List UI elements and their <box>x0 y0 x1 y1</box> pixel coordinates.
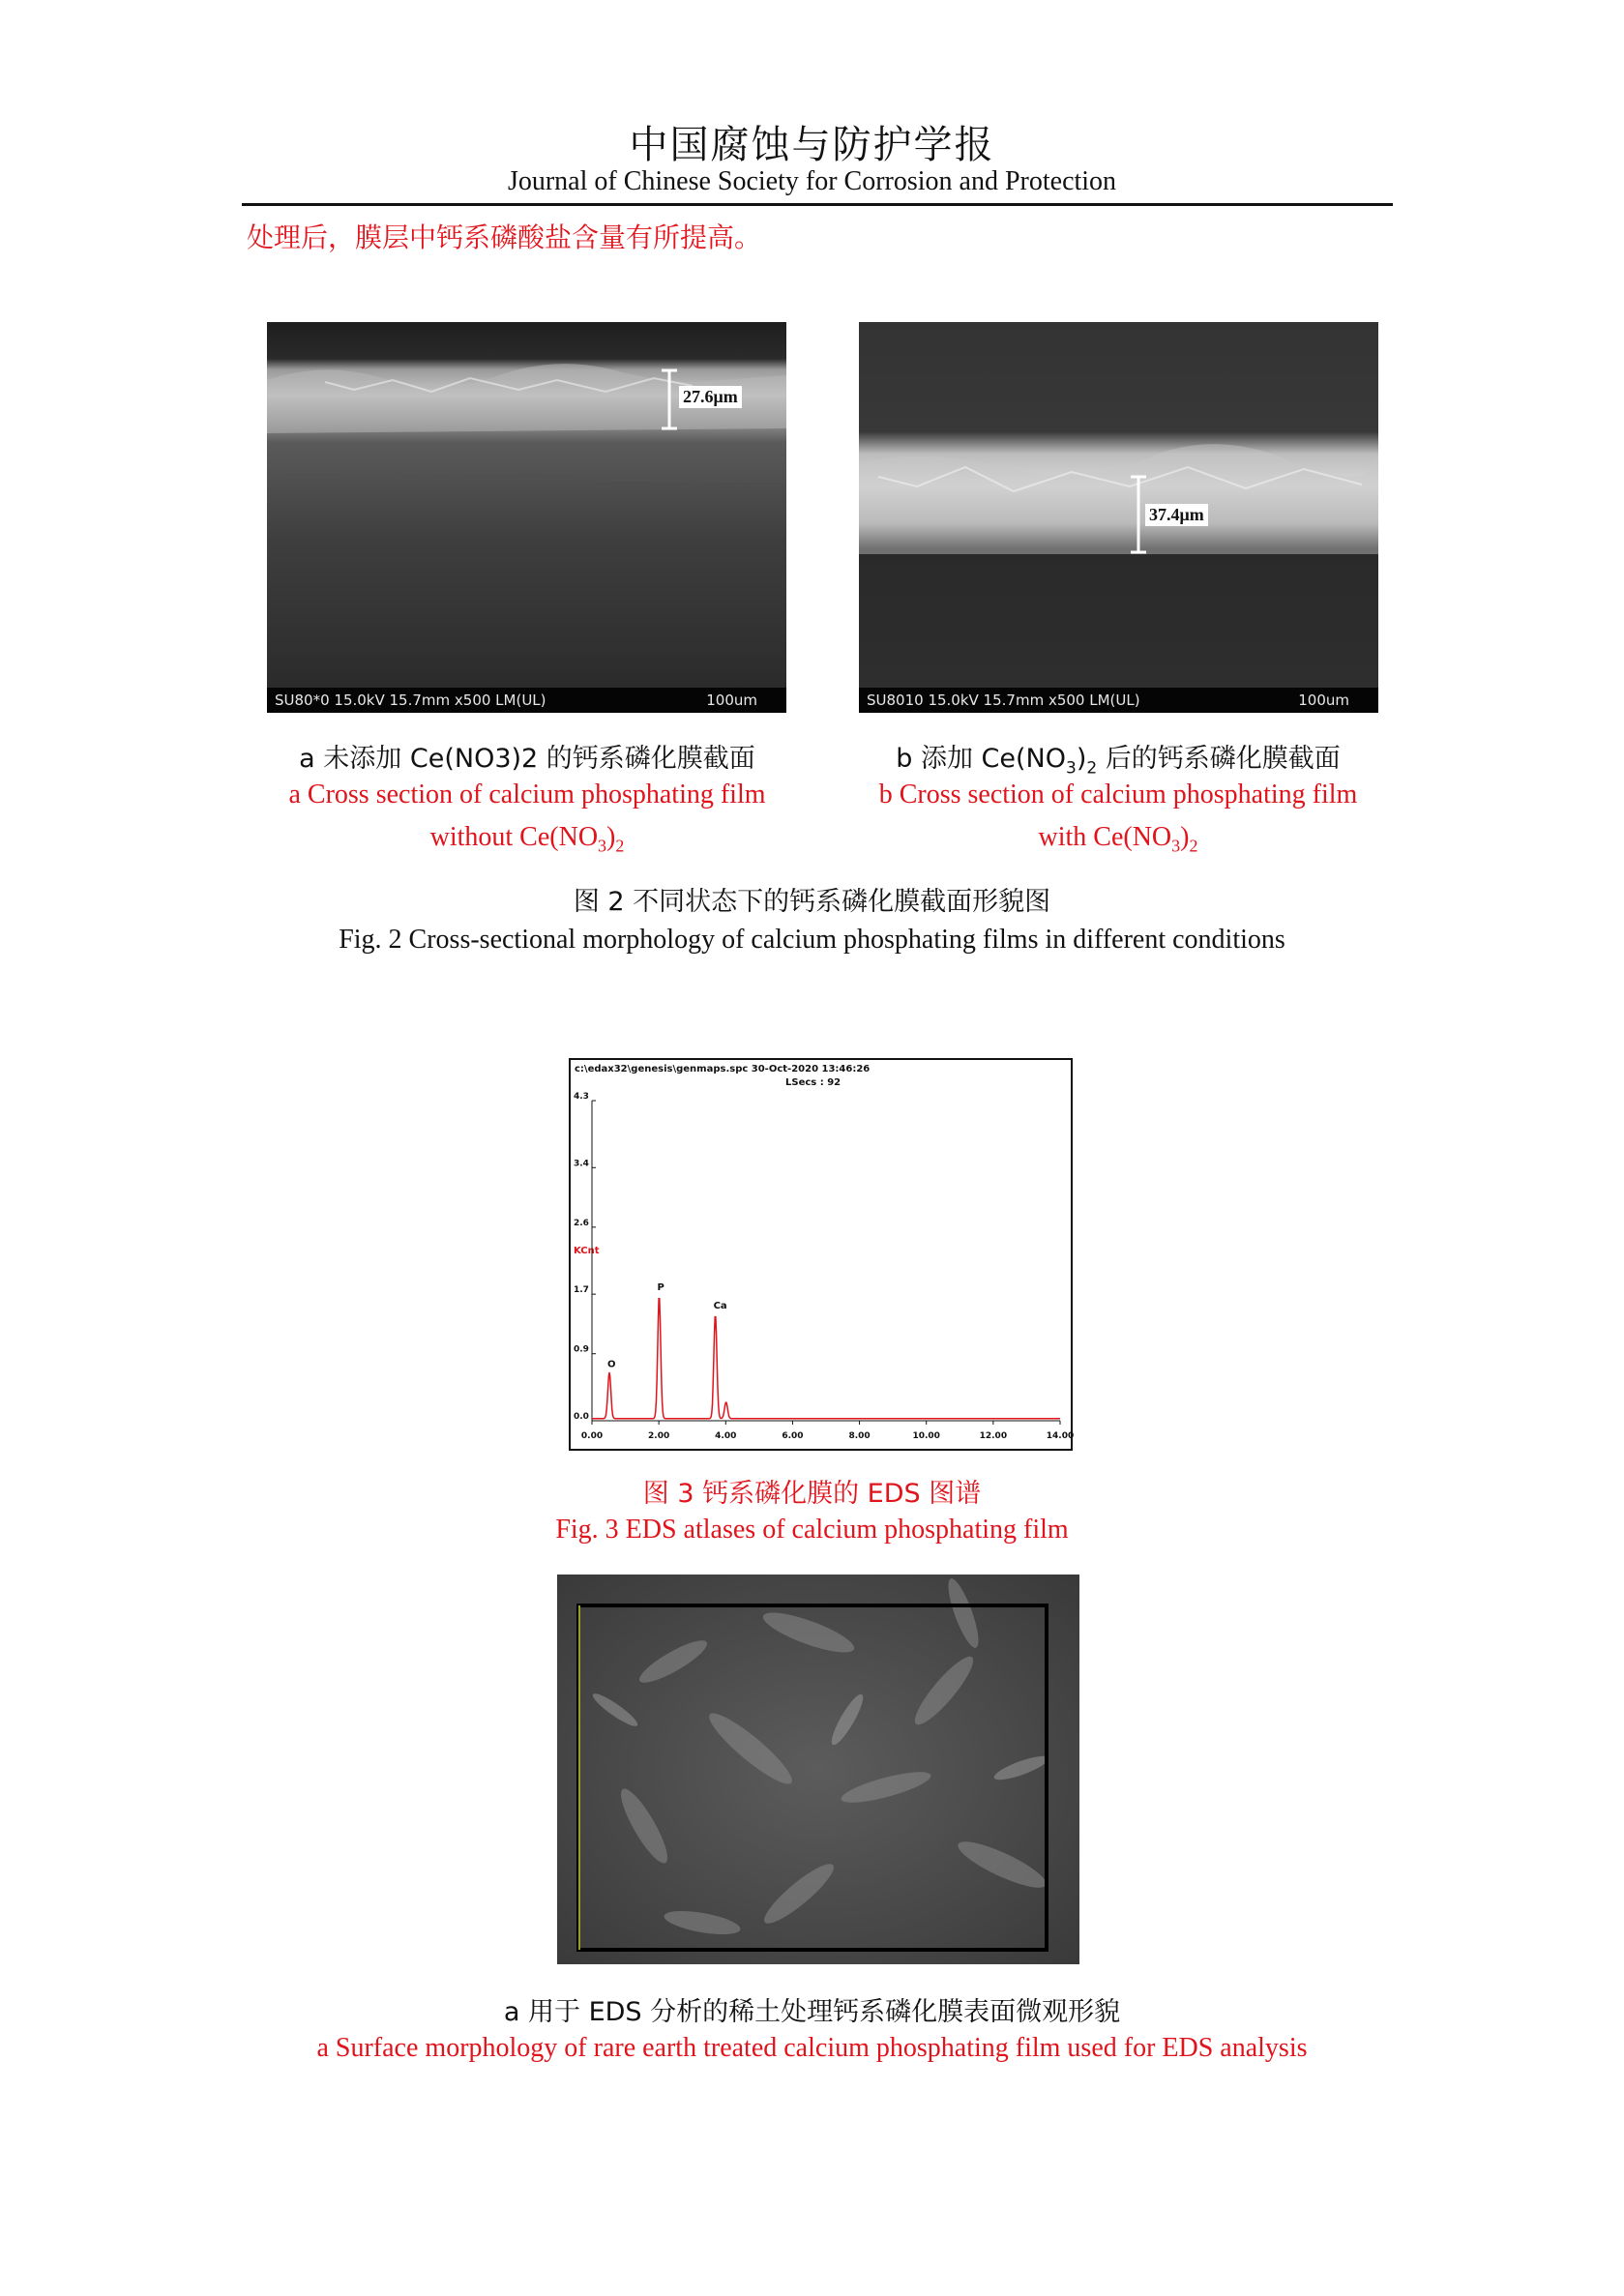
eds-y-tick-label: 2.6 <box>574 1218 589 1228</box>
journal-title-cn: 中国腐蚀与防护学报 <box>629 123 995 167</box>
eds-x-tick-label: 10.00 <box>912 1431 940 1441</box>
caption-b-en-line1: b Cross section of calcium phosphating film <box>878 780 1358 809</box>
scale-label-a: 100um <box>706 692 757 709</box>
eds-x-tick-label: 6.00 <box>782 1431 804 1441</box>
eds-ylabel: KCnt <box>574 1246 600 1256</box>
figure4-caption-cn: a 用于 EDS 分析的稀土处理钙系磷化膜表面微观形貌 <box>503 1997 1121 2027</box>
eds-x-tick-label: 0.00 <box>580 1431 604 1441</box>
eds-x-tick-label: 8.00 <box>848 1431 871 1441</box>
thickness-label-a: 27.6μm <box>679 386 742 408</box>
eds-header-line: c:\edax32\genesis\genmaps.spc 30-Oct-2020 13:46:26 <box>575 1064 871 1074</box>
caption-a-en-line1: a Cross section of calcium phosphating film <box>288 780 766 809</box>
eds-chart-svg <box>571 1060 1075 1449</box>
sem-info-bar-a <box>267 688 786 713</box>
thickness-marker-b <box>859 322 1378 688</box>
sem-surface-texture <box>557 1575 1079 1964</box>
eds-spectrum-line <box>592 1299 1060 1419</box>
sem-surface-image <box>557 1575 1079 1964</box>
caption-b-en-line2: with $Ce(NO_3)_2$ <box>1038 822 1198 856</box>
thickness-marker-a <box>267 322 786 688</box>
caption-b-cn-part1: b 添加 Ce(NO <box>896 744 1066 774</box>
sem-info-text-a: SU80*0 15.0kV 15.7mm x500 LM(UL) <box>275 692 546 709</box>
eds-x-tick-label: 4.00 <box>715 1431 737 1441</box>
figure2-caption-cn: 图 2 不同状态下的钙系磷化膜截面形貌图 <box>573 887 1051 917</box>
sem-image-a <box>267 322 786 713</box>
eds-y-tick-label: 3.4 <box>574 1159 589 1169</box>
eds-chart <box>569 1058 1073 1451</box>
eds-x-tick-label: 14.00 <box>1046 1431 1075 1441</box>
eds-y-tick-label: 0.0 <box>574 1412 589 1422</box>
figure3-caption-en: Fig. 3 EDS atlases of calcium phosphating film <box>555 1515 1069 1545</box>
sem-image-b <box>859 322 1378 713</box>
figure2-caption-en: Fig. 2 Cross-sectional morphology of calcium phosphating films in different conditions <box>339 925 1285 955</box>
caption-b-cn-part3: 后的钙系磷化膜截面 <box>1097 744 1341 774</box>
eds-peak-label: P <box>657 1281 664 1293</box>
figure3-caption-cn: 图 3 钙系磷化膜的 EDS 图谱 <box>642 1479 982 1509</box>
eds-peak-label: Ca <box>713 1301 727 1312</box>
journal-title-en: Journal of Chinese Society for Corrosion and Protection <box>507 166 1117 196</box>
sem-info-text-b: SU8010 15.0kV 15.7mm x500 LM(UL) <box>867 692 1140 709</box>
eds-y-tick-label: 0.9 <box>574 1344 589 1355</box>
figure4-caption-en: a Surface morphology of rare earth treated calcium phosphating film used for EDS analysis <box>316 2033 1308 2063</box>
eds-lsecs: LSecs : 92 <box>785 1077 842 1088</box>
caption-b-cn: b 添加 $Ce(NO_3)_2$ 后的钙系磷化膜截面 <box>896 744 1341 779</box>
eds-y-tick-label: 1.7 <box>574 1285 589 1296</box>
intro-text: 处理后，膜层中钙系磷酸盐含量有所提高。 <box>247 221 762 253</box>
scale-label-b: 100um <box>1298 692 1349 709</box>
eds-peak-label: O <box>606 1359 616 1370</box>
eds-y-tick-label: 4.3 <box>574 1092 589 1102</box>
thickness-label-b: 37.4μm <box>1145 504 1208 526</box>
caption-a-cn: a 未添加 Ce(NO3)2 的钙系磷化膜截面 <box>299 744 755 774</box>
sem-info-bar-b <box>859 688 1378 713</box>
caption-b-cn-part2: ) <box>1076 744 1087 774</box>
eds-x-tick-label: 12.00 <box>979 1431 1008 1441</box>
header-rule <box>242 203 1393 206</box>
eds-x-tick-label: 2.00 <box>648 1431 670 1441</box>
caption-a-en-line2: without $Ce(NO_3)_2$ <box>429 822 625 856</box>
